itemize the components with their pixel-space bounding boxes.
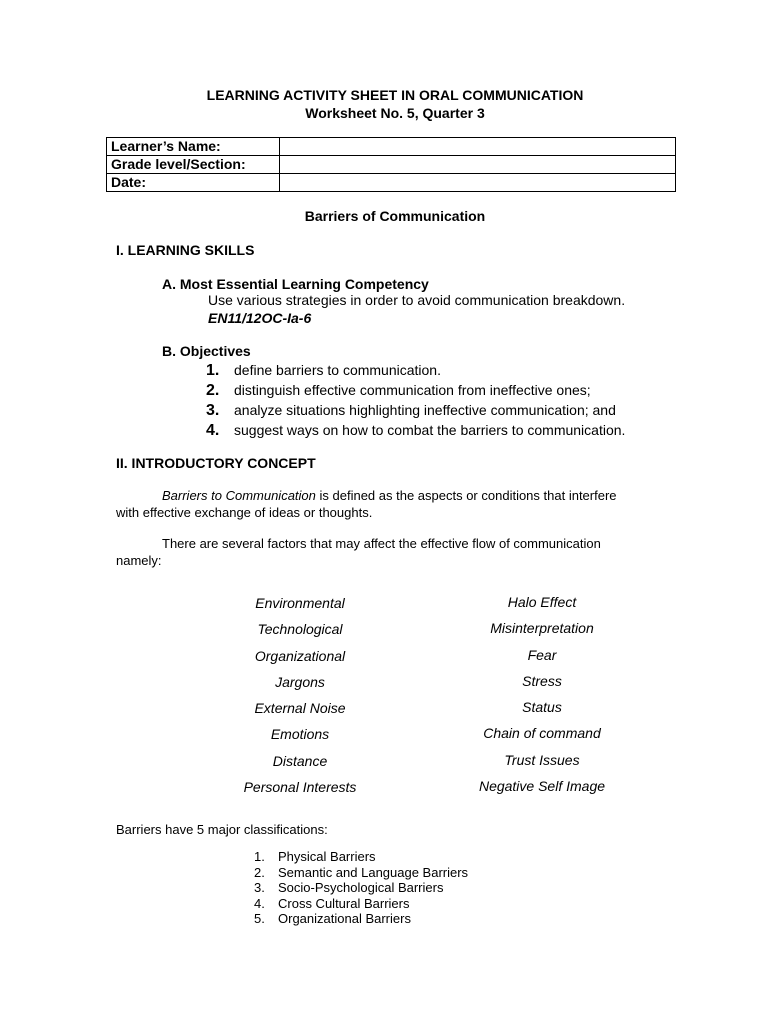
factor-item: Trust Issues (504, 751, 580, 768)
factors-intro-line-2: namely: (116, 553, 162, 568)
classification-item (254, 911, 468, 927)
factor-item: Halo Effect (507, 594, 577, 610)
factor-item: Jargons (275, 673, 325, 690)
factor-item: Chain of command (483, 725, 601, 742)
factor-item: Fear (527, 646, 557, 663)
item-text: Cross Cultural Barriers (278, 895, 410, 911)
date-row (107, 174, 676, 192)
learning-skills-heading: I. LEARNING SKILLS (116, 242, 255, 258)
melc-heading: A. Most Essential Learning Competency (162, 276, 429, 292)
item-text: suggest ways on how to combat the barriers to communication. (234, 422, 626, 438)
factor-item: Environmental (255, 595, 345, 611)
factor-item: Distance (272, 752, 328, 769)
item-number: 2. (206, 382, 220, 399)
factor-item: Emotions (270, 726, 330, 743)
classification-item (254, 896, 468, 912)
factor-item: Negative Self Image (478, 778, 606, 795)
grade-section-field[interactable] (280, 156, 676, 174)
definition-term: Barriers to Communication (162, 488, 316, 503)
objective-item (206, 380, 625, 400)
factor-item: Personal Interests (243, 779, 357, 796)
grade-section-row (107, 156, 676, 174)
item-text: Socio-Psychological Barriers (278, 880, 444, 895)
item-text: Semantic and Language Barriers (278, 864, 469, 880)
item-text: analyze situations highlighting ineffective communication; and (234, 402, 616, 418)
factor-item: Organizational (254, 647, 346, 664)
learner-name-row (107, 138, 676, 156)
classifications-list (254, 849, 468, 927)
item-text: define barriers to communication. (234, 362, 441, 378)
classifications-intro: Barriers have 5 major classifications: (116, 822, 328, 837)
objective-item (206, 360, 625, 380)
definition-text: is defined as the aspects or conditions that interfere (315, 488, 617, 503)
factors-left-column (220, 590, 380, 800)
factor-item: External Noise (254, 700, 346, 717)
item-number: 4. (254, 895, 265, 911)
document-title: LEARNING ACTIVITY SHEET IN ORAL COMMUNICATION (206, 87, 584, 103)
objectives-list (206, 360, 625, 440)
item-text: Physical Barriers (278, 849, 376, 864)
item-number: 2. (254, 864, 265, 880)
definition-line-1 (162, 487, 682, 504)
definition-line-2: with effective exchange of ideas or thoughts. (116, 505, 373, 520)
classification-item (254, 865, 468, 881)
introductory-concept-heading: II. INTRODUCTORY CONCEPT (116, 455, 316, 471)
factor-item: Misinterpretation (490, 620, 594, 637)
objective-item (206, 420, 625, 440)
factor-item: Stress (522, 672, 562, 689)
item-number: 1. (254, 849, 265, 864)
topic-title: Barriers of Communication (304, 208, 486, 224)
learner-name-field[interactable] (280, 138, 676, 156)
learner-info-table (106, 137, 676, 192)
item-number: 3. (254, 880, 265, 895)
document-subtitle: Worksheet No. 5, Quarter 3 (305, 105, 485, 121)
factor-item: Technological (257, 621, 343, 638)
classification-item (254, 880, 468, 896)
item-number: 5. (254, 911, 265, 926)
objective-item (206, 400, 625, 420)
factors-intro-line-1: There are several factors that may affect the effective flow of communication (162, 536, 601, 551)
melc-text: Use various strategies in order to avoid communication breakdown. (208, 292, 626, 308)
melc-code: EN11/12OC-Ia-6 (208, 310, 312, 326)
classification-item (254, 849, 468, 865)
item-number: 3. (206, 402, 220, 419)
item-text: distinguish effective communication from ineffective ones; (234, 382, 591, 398)
factor-item: Status (522, 699, 562, 716)
objectives-heading: B. Objectives (162, 343, 251, 359)
date-field[interactable] (280, 174, 676, 192)
date-label: Date: (107, 174, 280, 192)
learner-name-label: Learner’s Name: (107, 138, 280, 156)
item-number: 1. (206, 362, 220, 379)
factors-right-column (452, 589, 632, 799)
item-number: 4. (206, 422, 220, 439)
grade-section-label: Grade level/Section: (107, 156, 280, 174)
item-text: Organizational Barriers (278, 911, 411, 926)
